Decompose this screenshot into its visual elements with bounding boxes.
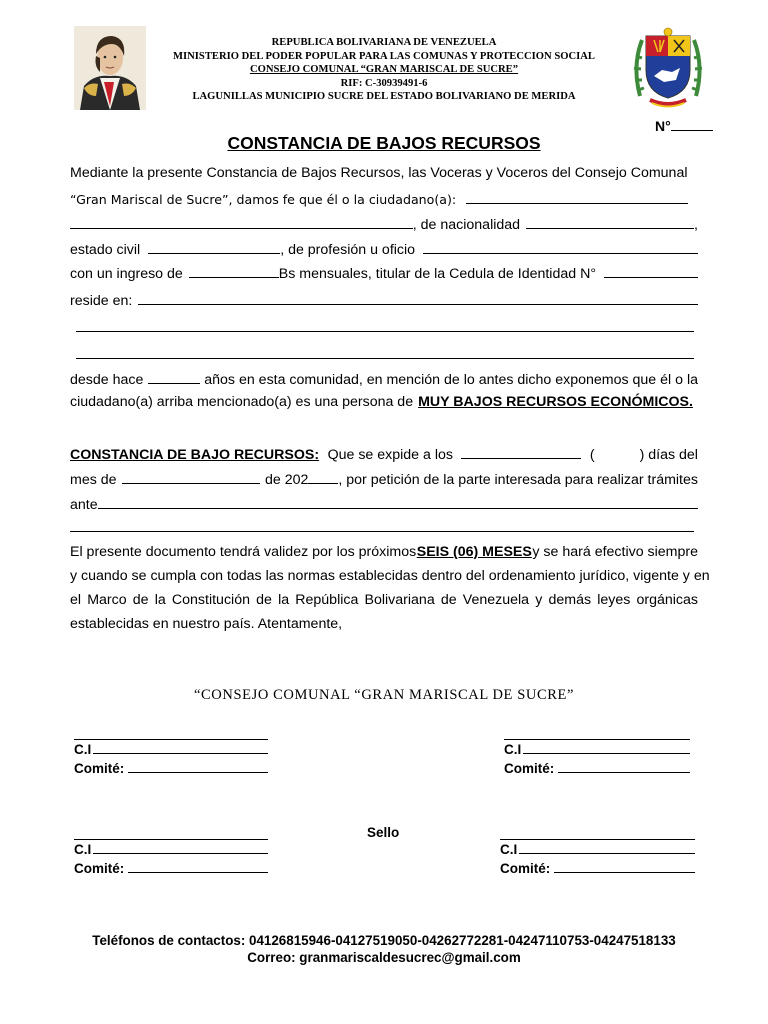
document-number	[655, 118, 713, 134]
civil-status-label: estado civil	[70, 242, 141, 258]
signature-block-bottom-right	[500, 822, 695, 878]
validity-period: SEIS (06) MESES	[416, 544, 532, 560]
committee-blank[interactable]	[554, 859, 695, 873]
body-line-12	[70, 543, 698, 561]
coat-of-arms-image	[630, 26, 706, 110]
body-line-2	[70, 189, 698, 209]
low-resources-emphasis: MUY BAJOS RECURSOS ECONÓMICOS.	[418, 394, 693, 410]
body-line-7	[70, 369, 698, 389]
before-blank-line-2[interactable]	[70, 531, 694, 532]
signature-block-top-right	[504, 722, 690, 778]
body-council-name: “Gran Mariscal de Sucre”, damos fe que él o la ciudadano(a):	[70, 192, 457, 207]
document-title: CONSTANCIA DE BAJOS RECURSOS	[227, 133, 541, 153]
signature-block-bottom-left	[74, 822, 268, 878]
years-blank[interactable]	[148, 369, 200, 384]
validity-text-end: y se hará efectivo siempre	[532, 544, 698, 560]
id-label: Bs mensuales, titular de la Cedula de Identidad N°	[278, 266, 596, 282]
header-council: CONSEJO COMUNAL “GRAN MARISCAL DE SUCRE”	[249, 64, 519, 76]
committee-blank[interactable]	[128, 759, 268, 773]
body-line-13: y cuando se cumpla con todas las normas establecidas dentro del ordenamiento jurídico, vigente y en	[70, 568, 710, 584]
header-location: LAGUNILLAS MUNICIPIO SUCRE DEL ESTADO BOLIVARIANO DE MERIDA	[192, 91, 576, 103]
committee-label: Comité:	[74, 861, 125, 876]
portrait-image	[74, 26, 146, 110]
committee-blank[interactable]	[558, 759, 690, 773]
committee-label: Comité:	[504, 761, 555, 776]
body-line-11	[70, 494, 698, 514]
seal-label: Sello	[367, 825, 400, 840]
nationality-blank[interactable]	[526, 214, 694, 229]
document-header	[150, 36, 618, 104]
year-blank[interactable]	[308, 469, 338, 484]
address-blank-line-3[interactable]	[76, 358, 694, 359]
day-words-blank[interactable]	[461, 444, 581, 459]
number-label: N°	[655, 118, 671, 134]
profession-label: , de profesión u oficio	[280, 242, 416, 258]
citizen-mentioned-text: ciudadano(a) arriba mencionado(a) es una persona de	[70, 394, 414, 410]
ci-label: C.I	[74, 742, 92, 757]
contact-phones: Teléfonos de contactos: 04126815946-04127519050-04262772281-04247110753-04247518133	[92, 933, 676, 948]
address-blank[interactable]	[138, 290, 698, 305]
header-ministry: MINISTERIO DEL PODER POPULAR PARA LAS COMUNAS Y PROTECCION SOCIAL	[173, 50, 595, 62]
citizen-name-continued-blank[interactable]	[70, 214, 413, 229]
signature-block-top-left	[74, 722, 268, 778]
month-blank[interactable]	[122, 469, 260, 484]
address-label: reside en:	[70, 293, 133, 309]
citizen-name-blank[interactable]	[466, 189, 688, 204]
ci-label: C.I	[74, 842, 92, 857]
civil-status-blank[interactable]	[148, 239, 280, 254]
body-line-6	[70, 290, 698, 310]
body-line-15: establecidas en nuestro país. Atentamente,	[70, 616, 343, 632]
month-label: mes de	[70, 472, 117, 488]
year-label: de 202	[264, 472, 309, 488]
body-line-1	[70, 164, 698, 182]
number-blank[interactable]	[671, 118, 713, 131]
profession-blank[interactable]	[423, 239, 698, 254]
address-blank-line-2[interactable]	[76, 331, 694, 332]
body-line-8	[70, 393, 698, 411]
body-intro: Mediante la presente Constancia de Bajos Recursos, las Voceras y Voceros del Consejo Comunal	[70, 165, 688, 181]
paren-open: (	[589, 447, 595, 463]
ci-blank[interactable]	[519, 840, 695, 854]
ci-blank[interactable]	[523, 740, 690, 754]
signature-line[interactable]	[74, 822, 268, 840]
years-text: años en esta comunidad, en mención de lo antes dicho exponemos que él o la	[204, 372, 698, 388]
ci-label: C.I	[504, 742, 522, 757]
nationality-label: , de nacionalidad	[412, 217, 521, 233]
days-of-text: ) días del	[639, 447, 698, 463]
issued-text: Que se expide a los	[327, 447, 453, 463]
validity-text: El presente documento tendrá validez por los próximos	[70, 544, 417, 560]
contact-footer	[0, 932, 768, 966]
id-number-blank[interactable]	[604, 263, 698, 278]
body-line-4	[70, 239, 698, 259]
council-signature-title: “CONSEJO COMUNAL “GRAN MARISCAL DE SUCRE”	[194, 687, 574, 703]
before-label: ante	[70, 497, 98, 513]
body-line-10	[70, 469, 698, 489]
ci-blank[interactable]	[93, 840, 268, 854]
committee-label: Comité:	[500, 861, 551, 876]
contact-email: Correo: granmariscaldesucrec@gmail.com	[247, 950, 521, 965]
header-rif: RIF: C-30939491-6	[340, 77, 428, 89]
signature-line[interactable]	[504, 722, 690, 740]
header-republic: REPUBLICA BOLIVARIANA DE VENEZUELA	[271, 37, 497, 48]
committee-blank[interactable]	[128, 859, 268, 873]
committee-label: Comité:	[74, 761, 125, 776]
body-line-14: el Marco de la Constitución de la República Bolivariana de Venezuela y demás leyes orgánicas	[70, 592, 698, 608]
ci-blank[interactable]	[93, 740, 268, 754]
income-blank[interactable]	[189, 263, 279, 278]
ci-label: C.I	[500, 842, 518, 857]
body-line-9	[70, 444, 698, 464]
signature-line[interactable]	[74, 722, 268, 740]
since-label: desde hace	[70, 372, 144, 388]
signature-line[interactable]	[500, 822, 695, 840]
before-blank[interactable]	[98, 494, 698, 509]
body-line-5	[70, 263, 698, 283]
body-line-3: , de nacionalidad ,	[70, 214, 698, 234]
constancia-label: CONSTANCIA DE BAJO RECURSOS:	[70, 447, 320, 463]
income-label: con un ingreso de	[70, 266, 183, 282]
petition-text: , por petición de la parte interesada para realizar trámites	[338, 472, 698, 488]
